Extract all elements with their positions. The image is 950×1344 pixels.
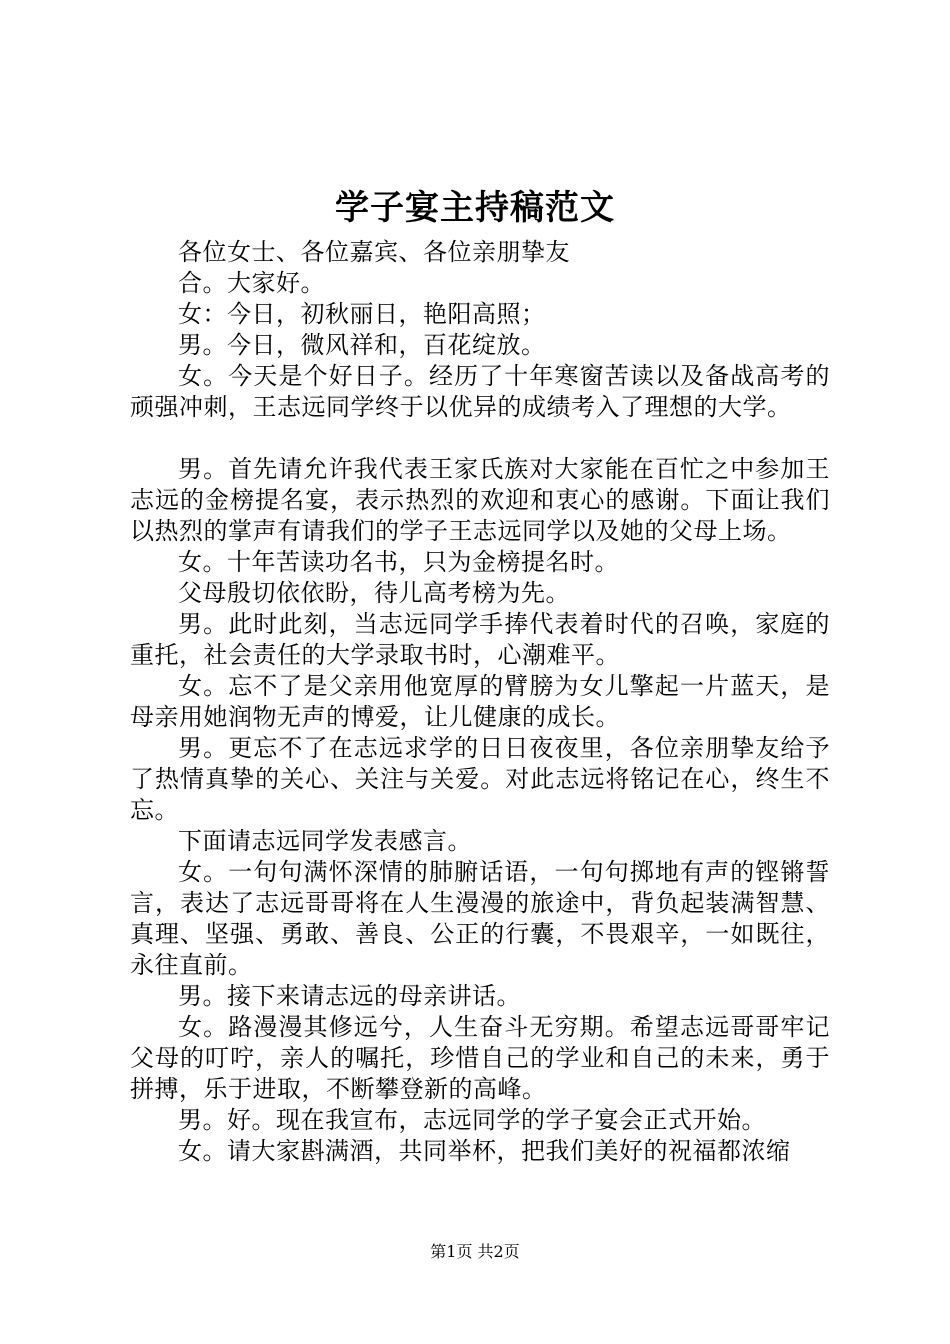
paragraph: 男。接下来请志远的母亲讲话。 bbox=[178, 982, 521, 1010]
page-number-footer: 第1页 共2页 bbox=[430, 1242, 520, 1261]
document-title: 学子宴主持稿范文 bbox=[335, 188, 615, 228]
paragraph: 女。忘不了是父亲用他宽厚的臂膀为女儿擎起一片蓝天，是母亲用她润物无声的博爱，让儿健康的成长。 bbox=[130, 672, 830, 731]
paragraph: 男。今日，微风祥和，百花绽放。 bbox=[178, 331, 546, 359]
paragraph: 男。好。现在我宣布，志远同学的学子宴会正式开始。 bbox=[178, 1106, 766, 1134]
paragraph: 女。今天是个好日子。经历了十年寒窗苦读以及备战高考的顽强冲刺，王志远同学终于以优异的成绩考入了理想的大学。 bbox=[130, 362, 830, 421]
paragraph: 女。请大家斟满酒，共同举杯，把我们美好的祝福都浓缩 bbox=[178, 1137, 791, 1165]
paragraph: 父母殷切依依盼，待儿高考榜为先。 bbox=[178, 579, 570, 607]
document-body bbox=[130, 237, 830, 1167]
paragraph: 下面请志远同学发表感言。 bbox=[178, 827, 472, 855]
paragraph: 女。十年苦读功名书，只为金榜提名时。 bbox=[178, 548, 619, 576]
paragraph: 各位女士、各位嘉宾、各位亲朋挚友 bbox=[178, 238, 570, 266]
paragraph: 合。大家好。 bbox=[178, 269, 325, 297]
paragraph: 女。一句句满怀深情的肺腑话语，一句句掷地有声的铿锵誓言，表达了志远哥哥将在人生漫漫的旅途中，背负起装满智慧、真理、坚强、勇敢、善良、公正的行囊，不畏艰辛，一如既往，永往直前。 bbox=[130, 858, 830, 979]
paragraph: 男。此时此刻，当志远同学手捧代表着时代的召唤，家庭的重托，社会责任的大学录取书时，心潮难平。 bbox=[130, 610, 830, 669]
paragraph: 男。更忘不了在志远求学的日日夜夜里，各位亲朋挚友给予了热情真挚的关心、关注与关爱。对此志远将铭记在心，终生不忘。 bbox=[130, 734, 830, 824]
paragraph: 男。首先请允许我代表王家氏族对大家能在百忙之中参加王志远的金榜提名宴，表示热烈的欢迎和衷心的感谢。下面让我们以热烈的掌声有请我们的学子王志远同学以及她的父母上场。 bbox=[130, 455, 830, 545]
paragraph: 女。路漫漫其修远兮，人生奋斗无穷期。希望志远哥哥牢记父母的叮咛，亲人的嘱托，珍惜自己的学业和自己的未来，勇于拼搏，乐于进取，不断攀登新的高峰。 bbox=[130, 1013, 830, 1103]
paragraph: 女：今日，初秋丽日，艳阳高照； bbox=[178, 300, 546, 328]
